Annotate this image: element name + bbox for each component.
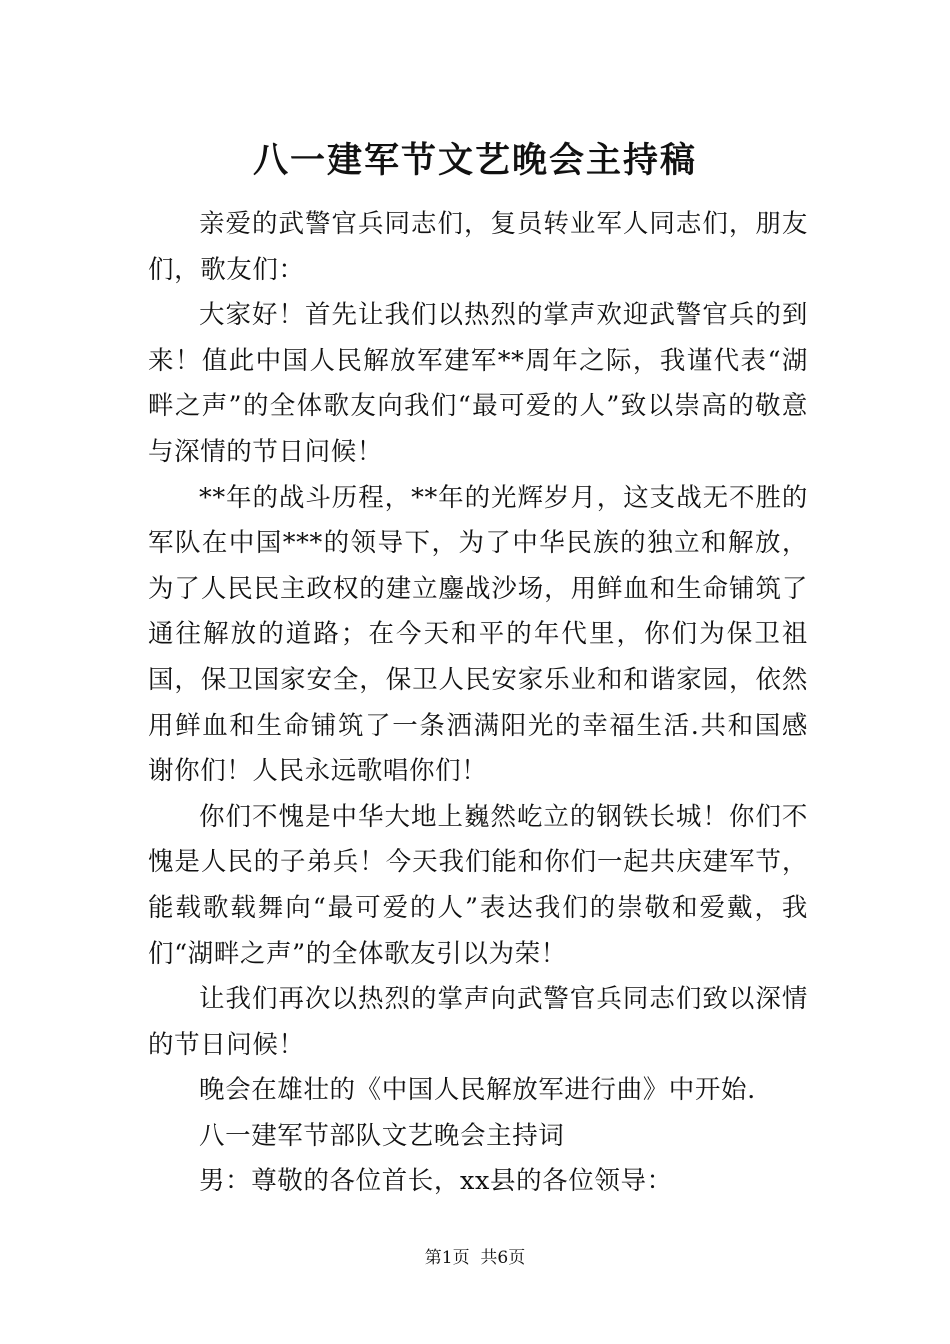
paragraph-welcome: 大家好！首先让我们以热烈的掌声欢迎武警官兵的到来！值此中国人民解放军建军**周年之际，我谨代表“湖畔之声”的全体歌友向我们“最可爱的人”致以崇高的敬意与深情的节日问候！: [148, 300, 808, 467]
paragraph-host-intro: 男：尊敬的各位首长，xx县的各位领导：: [199, 1166, 673, 1197]
document-title: 八一建军节文艺晚会主持稿: [252, 140, 697, 181]
page-number-label: 第1页 共6页: [424, 1248, 526, 1268]
page-footer: [0, 1243, 950, 1268]
paragraph-applause: 让我们再次以热烈的掌声向武警官兵同志们致以深情的节日问候！: [148, 984, 808, 1060]
paragraph-history: **年的战斗历程，**年的光辉岁月，这支战无不胜的军队在中国***的领导下，为了中华民族的独立和解放，为了人民民主政权的建立鏖战沙场，用鲜血和生命铺筑了通往解放的道路；在今天和平的年代里，你们为保卫祖国，保卫国家安全，保卫人民安家乐业和和谐家园，依然用鲜血和生命铺筑了一条洒满阳光的幸福生活.共和国感谢你们！人民永远歌唱你们！: [148, 482, 808, 787]
document-body: [148, 202, 808, 1205]
paragraph-greeting: 亲爱的武警官兵同志们，复员转业军人同志们，朋友们，歌友们：: [148, 209, 808, 285]
paragraph-tribute: 你们不愧是中华大地上巍然屹立的钢铁长城！你们不愧是人民的子弟兵！今天我们能和你们一起共庆建军节，能载歌载舞向“最可爱的人”表达我们的崇敬和爱戴，我们“湖畔之声”的全体歌友引以为荣！: [148, 801, 808, 969]
paragraph-subtitle: 八一建军节部队文艺晚会主持词: [199, 1120, 565, 1151]
paragraph-opening: 晚会在雄壮的《中国人民解放军进行曲》中开始.: [199, 1075, 756, 1106]
